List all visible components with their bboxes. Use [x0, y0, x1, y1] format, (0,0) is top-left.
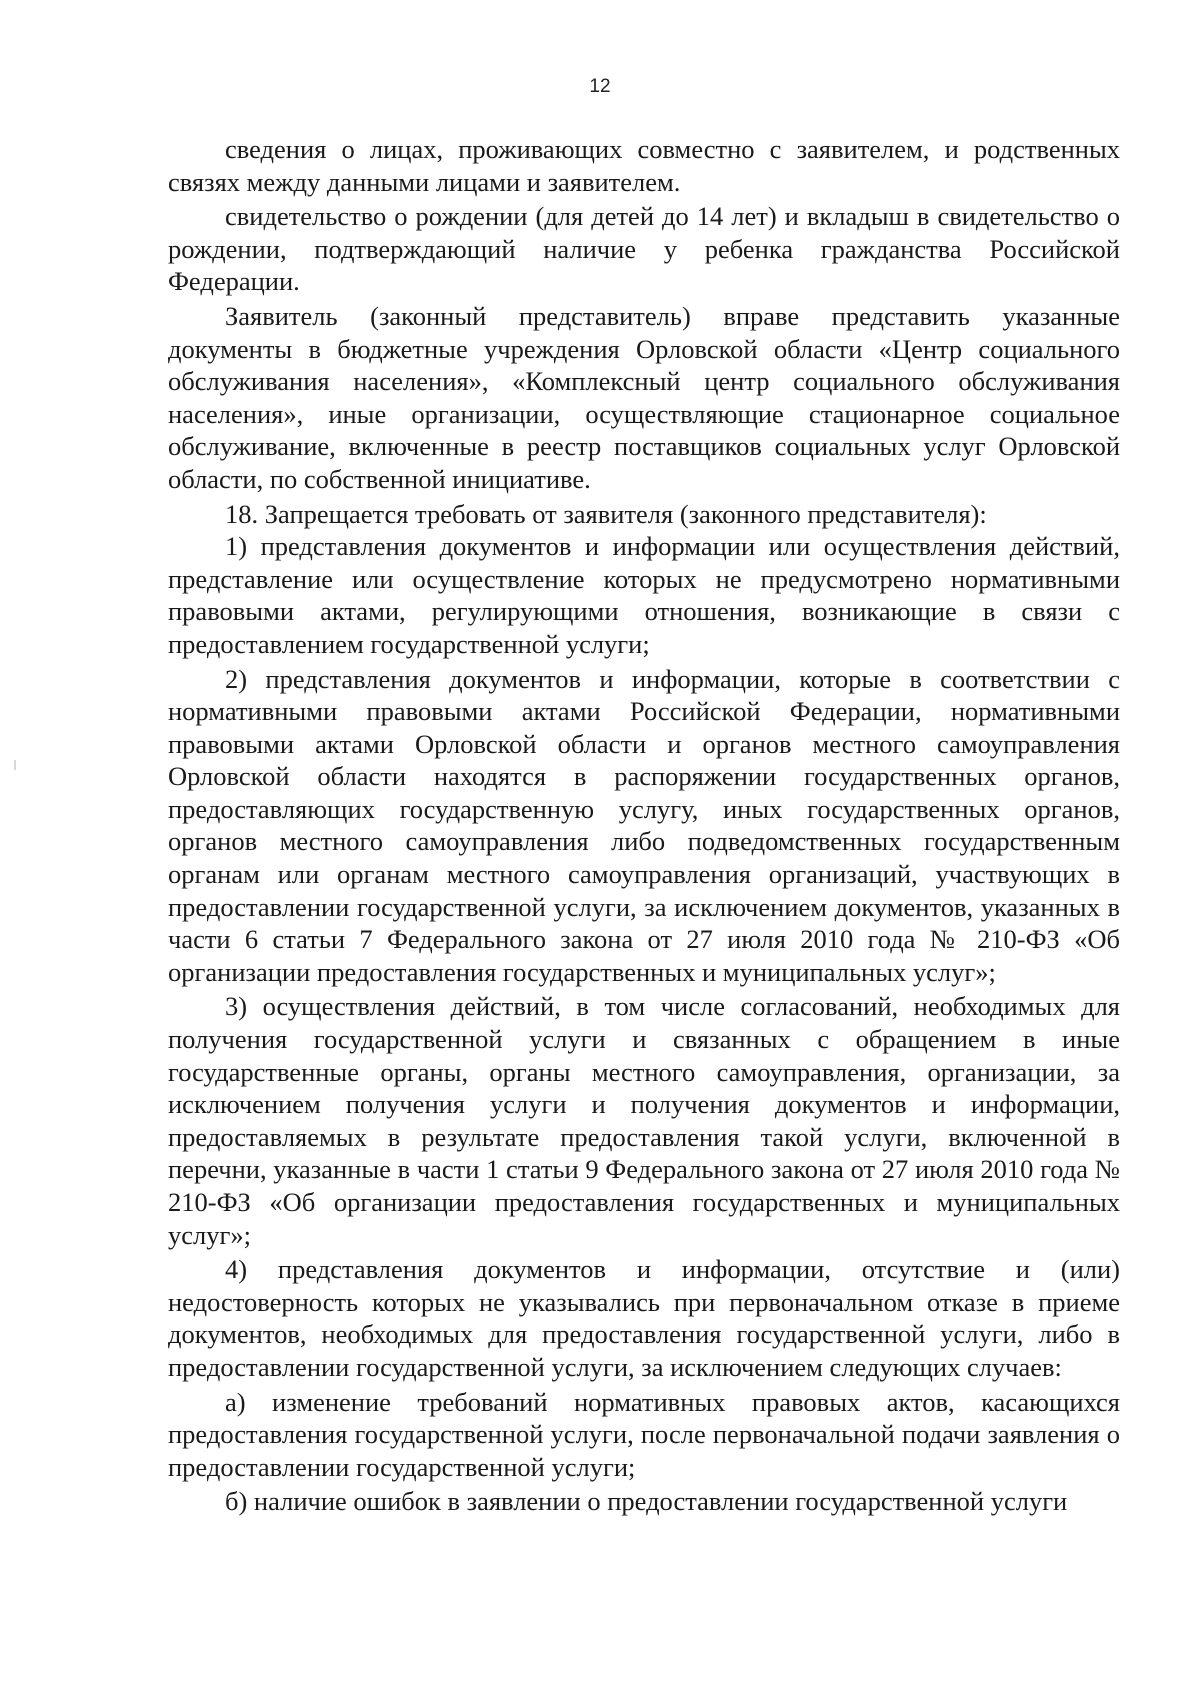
paragraph-applicant-right: Заявитель (законный представитель) вправе представить указанные документы в бюджетные учреждения Орловской области «Центр социального обслуживания населения», «Комплексный центр социального обслуживания населения», иные организации, осуществляющие стационарное социальное обслуживание, включенные в реестр поставщиков социальных услуг Орловской области, по собственной инициативе. [168, 300, 1120, 494]
paragraph-subitem-3: 3) осуществления действий, в том числе согласований, необходимых для получения государственной услуги и связанных с обращением в иные государственные органы, органы местного самоуправления, организации, за исключением получения услуги и получения документов и информации, предоставляемых в результате предоставления такой услуги, включенной в перечни, указанные в части 1 статьи 9 Федерального закона от 27 июля 2010 года № 210-ФЗ «Об организации предоставления государственных и муниципальных услуг»; [168, 991, 1120, 1250]
paragraph-cohabitants-info: сведения о лицах, проживающих совместно с заявителем, и родственных связях между данными лицами и заявителем. [168, 134, 1120, 197]
paragraph-subitem-b: б) наличие ошибок в заявлении о предоставлении государственной услуги [225, 1486, 1068, 1517]
document-body [168, 133, 1120, 1520]
page-number: 12 [589, 76, 611, 97]
paragraph-subitem-a: а) изменение требований нормативных правовых актов, касающихся предоставления государственной услуги, после первоначальной подачи заявления о предоставлении государственной услуги; [168, 1386, 1120, 1482]
paragraph-subitem-2: 2) представления документов и информации, которые в соответствии с нормативными правовыми актами Российской Федерации, нормативными правовыми актами Орловской области и органов местного самоуправления Орловской области находятся в распоряжении государственных органов, предоставляющих государственную услугу, иных государственных органов, органов местного самоуправления либо подведомственных государственным органам или органам местного самоуправления организаций, участвующих в предоставлении государственной услуги, за исключением документов, указанных в части 6 статьи 7 Федерального закона от 27 июля 2010 года № 210-ФЗ «Об организации предоставления государственных и муниципальных услуг»; [168, 663, 1120, 987]
paragraph-item-18: 18. Запрещается требовать от заявителя (законного представителя): [225, 498, 987, 529]
paragraph-subitem-1: 1) представления документов и информации или осуществления действий, представление или осуществление которых не предусмотрено нормативными правовыми актами, регулирующими отношения, возникающие в связи с предоставлением государственной услуги; [168, 531, 1120, 659]
paragraph-subitem-4: 4) представления документов и информации, отсутствие и (или) недостоверность которых не указывались при первоначальном отказе в приеме документов, необходимых для предоставления государственной услуги, либо в предоставлении государственной услуги, за исключением следующих случаев: [168, 1254, 1120, 1382]
scan-speck [14, 760, 16, 770]
paragraph-birth-certificate: свидетельство о рождении (для детей до 14 лет) и вкладыш в свидетельство о рождении, подтверждающий наличие у ребенка гражданства Российской Федерации. [168, 201, 1120, 297]
